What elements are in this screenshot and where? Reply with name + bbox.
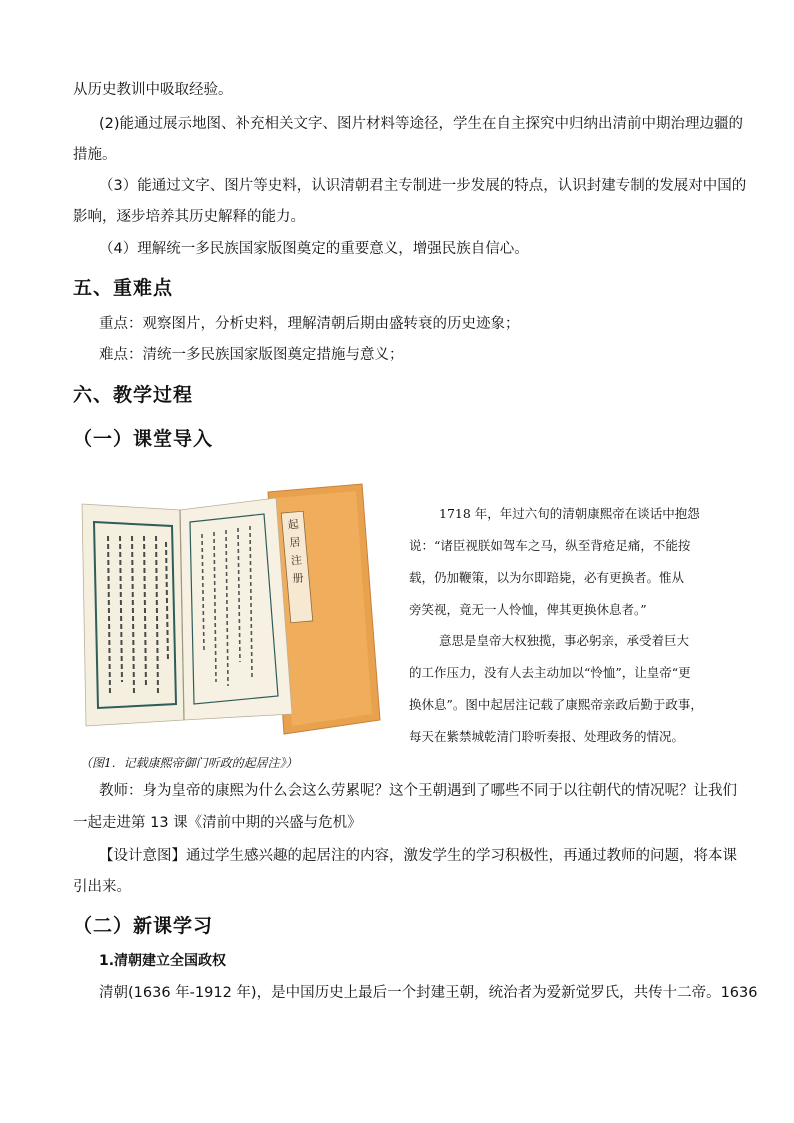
paragraph-2-line-1: (2)能通过展示地图、补充相关文字、图片材料等途径，学生在自主探究中归纳出清前中期治理边疆的 [99, 116, 744, 132]
svg-text:注: 注 [290, 553, 303, 568]
paragraph-3-line-1: （3）能通过文字、图片等史料，认识清朝君主专制进一步发展的特点，认识封建专制的发展对中国的 [99, 178, 747, 194]
sidebar-line-3: 载，仍加鞭策，以为尔即踣毙，必有更换者。惟从 [409, 570, 685, 585]
sidebar-line-4: 旁笑视，竟无一人怜恤，俾其更换休息者。” [409, 602, 647, 617]
design-line-2: 引出来。 [73, 879, 131, 895]
paragraph-1: 从历史教训中吸取经验。 [73, 82, 233, 98]
difficult-point: 难点：清统一多民族国家版图奠定措施与意义； [99, 347, 404, 363]
sidebar-line-8: 每天在紫禁城乾清门聆听奏报、处理政务的情况。 [409, 729, 685, 744]
svg-text:起: 起 [287, 517, 300, 532]
figure-caption: （图1．记载康熙帝御门听政的起居注》） [80, 756, 298, 770]
key-point: 重点：观察图片，分析史料，理解清朝后期由盛转衰的历史迹象； [99, 316, 520, 332]
sidebar-line-6: 的工作压力，没有人去主动加以“怜恤”，让皇帝“更 [409, 665, 691, 680]
teacher-line-1: 教师：身为皇帝的康熙为什么会这么劳累呢？这个王朝遇到了哪些不同于以往朝代的情况呢？让我们 [99, 783, 737, 799]
paragraph-3-line-2: 影响，逐步培养其历史解释的能力。 [73, 209, 305, 225]
sidebar-line-1: 1718 年，年过六旬的清朝康熙帝在谈话中抱怨 [439, 506, 700, 521]
paragraph-4: （4）理解统一多民族国家版图奠定的重要意义，增强民族自信心。 [99, 241, 529, 257]
design-line-1: 【设计意图】通过学生感兴趣的起居注的内容，激发学生的学习积极性，再通过教师的问题，将本课 [99, 848, 737, 864]
item-1-text: 清朝(1636 年-1912 年)，是中国历史上最后一个封建王朝，统治者为爱新觉罗氏，共传十二帝。1636 [99, 985, 758, 1001]
teacher-line-2: 一起走进第 13 课《清前中期的兴盛与危机》 [73, 815, 362, 831]
svg-text:册: 册 [291, 571, 305, 586]
section-6-heading: 六、教学过程 [73, 384, 194, 406]
sidebar-line-2: 说：“诸臣视朕如驾车之马，纵至背疮足痛，不能按 [409, 538, 691, 553]
sidebar-line-7: 换休息”。图中起居注记载了康熙帝亲政后勤于政事， [409, 697, 703, 712]
book-photo [80, 482, 388, 742]
svg-text:居: 居 [288, 535, 301, 550]
sidebar-line-5: 意思是皇帝大权独揽，事必躬亲，承受着巨大 [439, 633, 690, 648]
subsection-2-heading: （二）新课学习 [73, 915, 214, 937]
right-page [180, 498, 292, 720]
section-5-heading: 五、重难点 [73, 277, 174, 299]
item-1-title: 1.清朝建立全国政权 [99, 953, 227, 969]
subsection-1-heading: （一）课堂导入 [73, 428, 214, 450]
paragraph-2-line-2: 措施。 [73, 147, 117, 163]
